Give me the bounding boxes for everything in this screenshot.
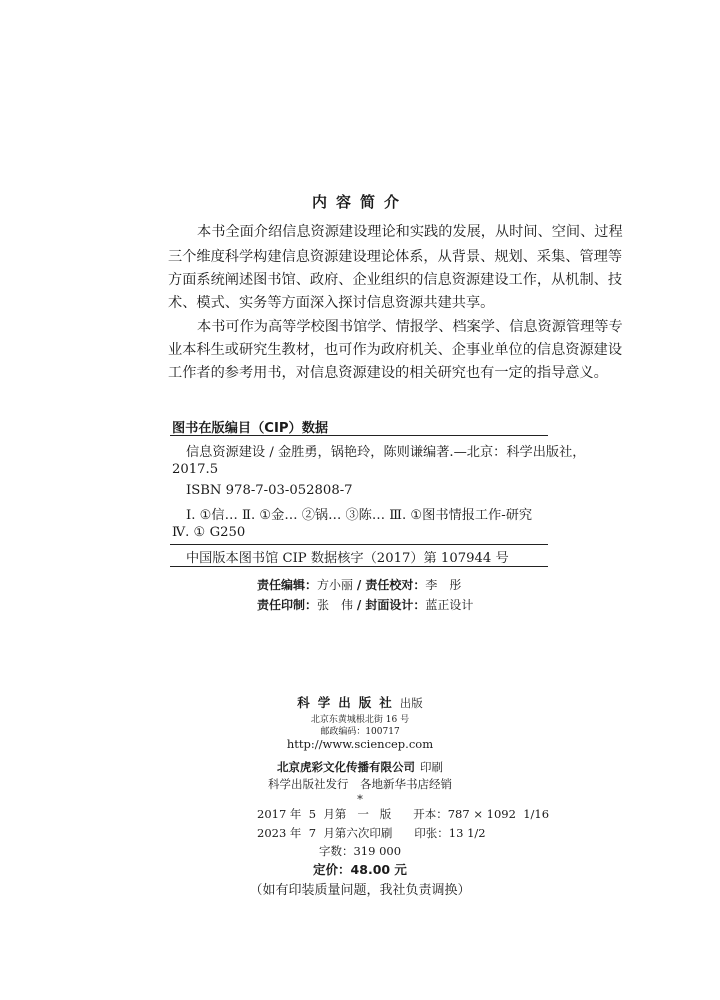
cip-middle-rule	[170, 544, 548, 545]
printing-line: 2023 年 7 月第六次印刷 印张：13 1/2	[257, 826, 486, 840]
cover-name: 蓝正设计	[425, 598, 474, 612]
publisher-line	[0, 692, 720, 711]
cip-title: 图书在版编目（CIP）数据	[172, 421, 329, 436]
editor-name: 方小丽	[317, 578, 354, 592]
publisher-postcode: 邮政编码：100717	[320, 727, 400, 737]
price: 定价：48.00 元	[313, 862, 407, 877]
printing-name: 张 伟	[317, 598, 354, 612]
cip-line: Ⅳ. ① G250	[172, 525, 246, 540]
editor-label: 责任编辑：	[257, 578, 318, 592]
printing-label: 责任印制：	[257, 598, 318, 612]
cip-bottom-rule	[170, 566, 548, 567]
publisher-name: 科学出版社	[297, 695, 400, 710]
edition-line: 2017 年 5 月第 一 版 开本：787 × 1092 1/16	[257, 807, 550, 821]
cip-top-rule	[170, 435, 548, 436]
summary-title: 内容简介	[311, 193, 408, 211]
proofreader-label: / 责任校对：	[356, 578, 426, 592]
proofreader-name: 李 彤	[425, 578, 462, 592]
printer-name: 北京虎彩文化传播有限公司	[276, 760, 415, 774]
summary-line: 方面系统阐述图书馆、政府、企业组织的信息资源建设工作，从机制、技	[168, 272, 623, 288]
cip-line: ISBN 978-7-03-052808-7	[186, 483, 353, 498]
word-count: 字数：319 000	[318, 844, 402, 858]
cip-line: 2017.5	[172, 462, 219, 477]
distribution-line: 科学出版社发行 各地新华书店经销	[268, 777, 452, 791]
cip-line: 信息资源建设 / 金胜勇，锅艳玲，陈则谦编著.—北京：科学出版社，	[186, 445, 586, 460]
summary-line: 本书全面介绍信息资源建设理论和实践的发展，从时间、空间、过程	[197, 224, 623, 240]
separator-star: *	[357, 792, 363, 806]
cip-line: Ⅰ. ①信… Ⅱ. ①金… ②锅… ③陈… Ⅲ. ①图书情报工作-研究	[186, 508, 533, 523]
publisher-address: 北京东黄城根北街 16 号	[310, 715, 410, 725]
summary-line: 本书可作为高等学校图书馆学、情报学、档案学、信息资源管理等专	[197, 319, 623, 335]
summary-line: 工作者的参考用书，对信息资源建设的相关研究也有一定的指导意义。	[168, 365, 608, 381]
quality-notice: （如有印装质量问题，我社负责调换）	[249, 883, 471, 898]
printer-suffix: 印刷	[420, 760, 444, 774]
summary-line: 三个维度科学构建信息资源建设理论体系，从背景、规划、采集、管理等	[168, 249, 623, 265]
summary-line: 业本科生或研究生教材，也可作为政府机关、企事业单位的信息资源建设	[168, 342, 623, 358]
printer-line	[0, 756, 720, 775]
publisher-suffix: 出版	[399, 696, 423, 710]
publisher-website: http://www.sciencep.com	[286, 737, 434, 751]
cip-footer: 中国版本图书馆 CIP 数据核字（2017）第 107944 号	[186, 551, 509, 566]
credits-editors	[257, 576, 461, 593]
credits-production	[257, 596, 473, 613]
summary-line: 术、模式、实务等方面深入探讨信息资源共建共享。	[168, 295, 495, 311]
cover-label: / 封面设计：	[356, 598, 426, 612]
